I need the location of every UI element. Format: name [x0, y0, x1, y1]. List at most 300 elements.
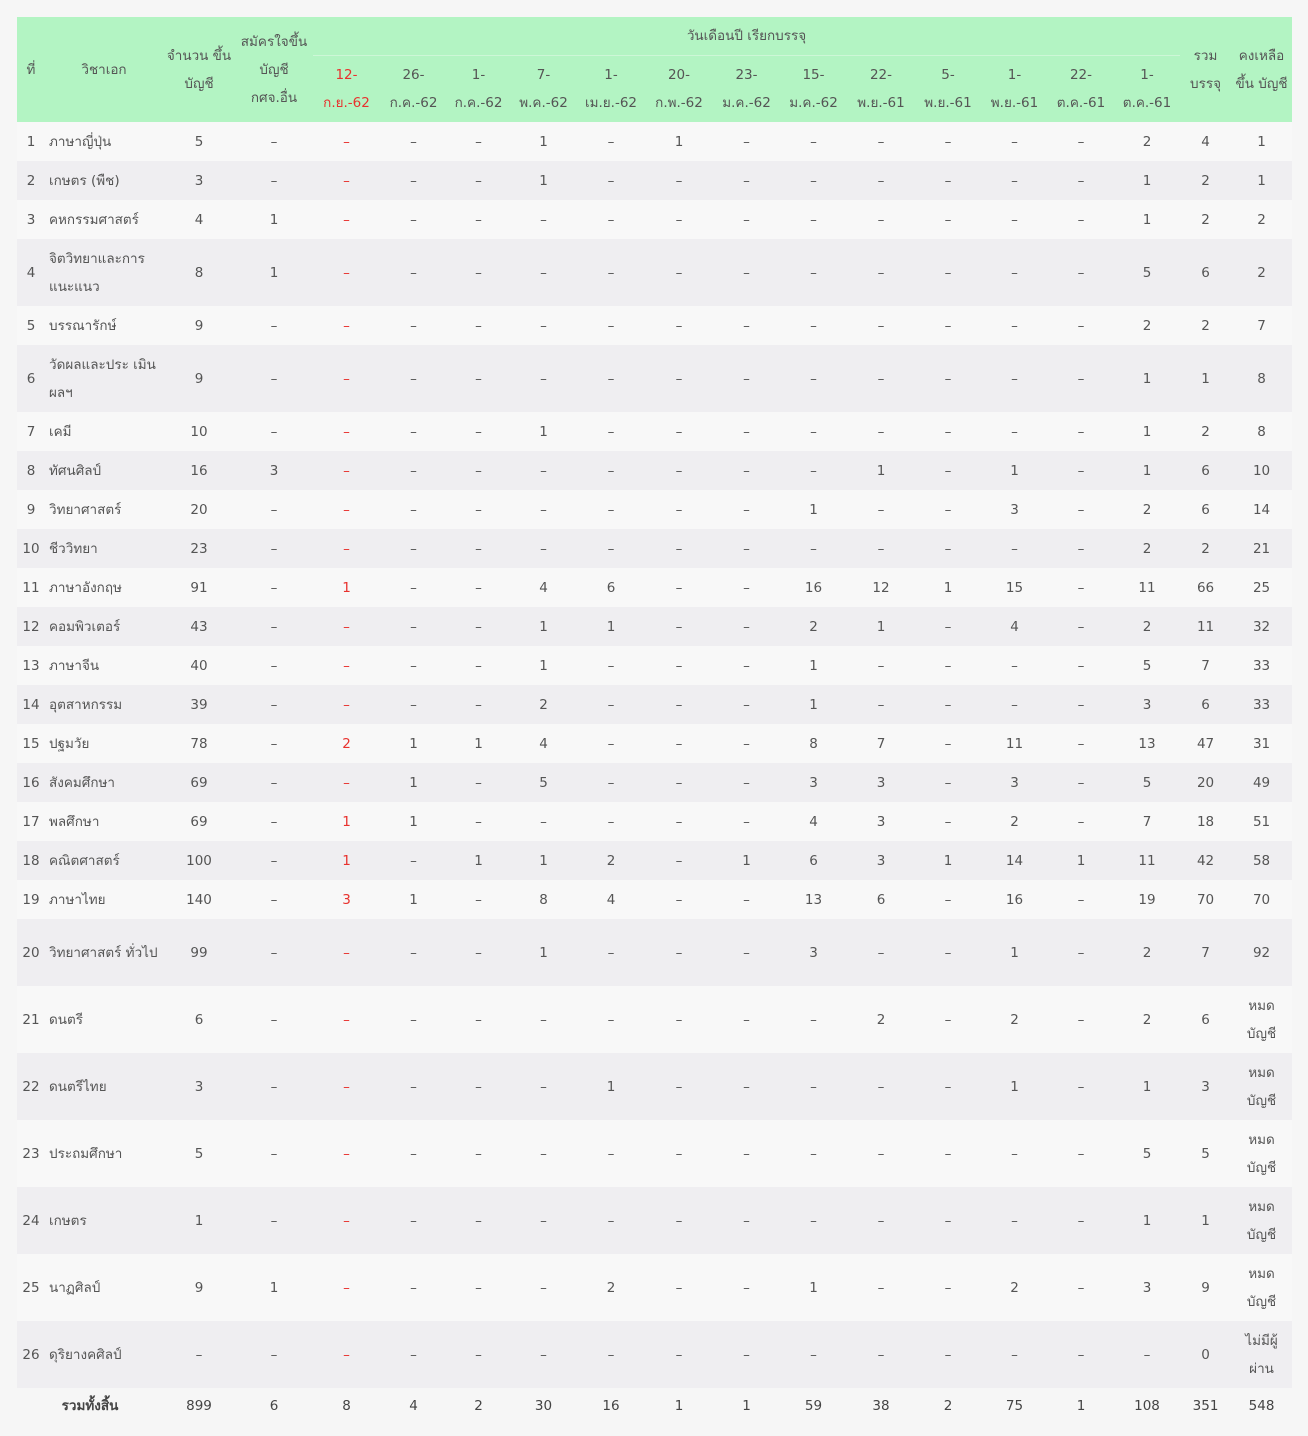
row-date-value: – — [780, 161, 847, 200]
totals-date-value: 75 — [981, 1388, 1048, 1424]
row-total: 20 — [1180, 763, 1231, 802]
row-subject: ดนตรีไทย — [45, 1053, 163, 1120]
row-date-value: – — [981, 685, 1048, 724]
row-no: 22 — [17, 1053, 45, 1120]
row-date-value: – — [713, 345, 780, 412]
row-remaining: 92 — [1231, 919, 1292, 986]
row-date-value: – — [510, 451, 577, 490]
row-date-value: – — [645, 724, 713, 763]
row-date-value: – — [847, 412, 915, 451]
row-total: 1 — [1180, 1187, 1231, 1254]
row-date-value: – — [847, 685, 915, 724]
row-date-value: – — [380, 568, 447, 607]
row-no: 3 — [17, 200, 45, 239]
totals-date-value: 2 — [915, 1388, 981, 1424]
row-date-value: 3 — [847, 841, 915, 880]
row-no: 13 — [17, 646, 45, 685]
row-date-value: – — [313, 646, 380, 685]
row-date-value: – — [780, 306, 847, 345]
row-date-value: – — [780, 122, 847, 161]
row-date-value: – — [577, 345, 645, 412]
row-subject: สังคมศึกษา — [45, 763, 163, 802]
row-no: 16 — [17, 763, 45, 802]
row-date-value: – — [380, 1321, 447, 1388]
row-date-value: 2 — [577, 1254, 645, 1321]
row-date-value: 1 — [380, 724, 447, 763]
table-row — [17, 1120, 1292, 1187]
row-date-value: – — [1048, 763, 1114, 802]
row-date-value: – — [313, 607, 380, 646]
row-date-value: 1 — [713, 841, 780, 880]
row-subject: ภาษาจีน — [45, 646, 163, 685]
row-date-value: – — [780, 1053, 847, 1120]
row-date-value: 2 — [981, 1254, 1048, 1321]
row-subject: วิทยาศาสตร์ ทั่วไป — [45, 919, 163, 986]
row-date-value: 11 — [1114, 568, 1180, 607]
row-volunteer: 3 — [235, 451, 313, 490]
row-date-value: 14 — [981, 841, 1048, 880]
row-date-value: – — [1048, 568, 1114, 607]
row-subject: ภาษาไทย — [45, 880, 163, 919]
row-remaining: หมด บัญชี — [1231, 1053, 1292, 1120]
row-date-value: – — [1048, 919, 1114, 986]
row-date-value: – — [1048, 490, 1114, 529]
table-row — [17, 345, 1292, 412]
header-date: 12- ก.ย.-62 — [313, 56, 380, 123]
row-date-value: – — [1048, 685, 1114, 724]
header-date: 1- ก.ค.-62 — [447, 56, 510, 123]
row-date-value: – — [645, 1120, 713, 1187]
row-total: 7 — [1180, 646, 1231, 685]
row-date-value: – — [577, 529, 645, 568]
row-remaining: 2 — [1231, 200, 1292, 239]
row-count: 43 — [163, 607, 235, 646]
row-no: 25 — [17, 1254, 45, 1321]
totals-volunteer: 6 — [235, 1388, 313, 1424]
row-date-value: – — [447, 451, 510, 490]
row-volunteer: – — [235, 161, 313, 200]
row-date-value: – — [447, 986, 510, 1053]
row-date-value: – — [1048, 1254, 1114, 1321]
row-date-value: – — [645, 1187, 713, 1254]
row-date-value: – — [713, 1053, 780, 1120]
row-date-value: – — [847, 161, 915, 200]
row-date-value: – — [847, 1120, 915, 1187]
header-date: 1- เม.ย.-62 — [577, 56, 645, 123]
row-total: 5 — [1180, 1120, 1231, 1187]
row-date-value: – — [313, 345, 380, 412]
row-remaining: 2 — [1231, 239, 1292, 306]
row-date-value: 2 — [313, 724, 380, 763]
row-date-value: – — [447, 880, 510, 919]
row-no: 21 — [17, 986, 45, 1053]
row-date-value: – — [645, 161, 713, 200]
row-remaining: หมด บัญชี — [1231, 1120, 1292, 1187]
row-no: 8 — [17, 451, 45, 490]
table-row — [17, 1321, 1292, 1388]
row-date-value: – — [847, 306, 915, 345]
row-count: 3 — [163, 1053, 235, 1120]
row-no: 2 — [17, 161, 45, 200]
row-date-value: 1 — [1114, 451, 1180, 490]
row-remaining: 51 — [1231, 802, 1292, 841]
row-count: 100 — [163, 841, 235, 880]
row-date-value: – — [780, 1120, 847, 1187]
row-date-value: – — [645, 451, 713, 490]
row-date-value: – — [645, 1254, 713, 1321]
row-date-value: – — [510, 490, 577, 529]
row-date-value: – — [645, 1053, 713, 1120]
row-date-value: – — [1048, 607, 1114, 646]
row-total: 66 — [1180, 568, 1231, 607]
row-date-value: – — [380, 1254, 447, 1321]
row-count: 78 — [163, 724, 235, 763]
row-date-value: – — [447, 646, 510, 685]
row-date-value: 4 — [510, 724, 577, 763]
row-date-value: – — [847, 919, 915, 986]
row-count: 39 — [163, 685, 235, 724]
row-remaining: หมด บัญชี — [1231, 1187, 1292, 1254]
row-volunteer: – — [235, 841, 313, 880]
totals-remaining: 548 — [1231, 1388, 1292, 1424]
row-date-value: – — [915, 490, 981, 529]
row-date-value: – — [645, 568, 713, 607]
row-no: 18 — [17, 841, 45, 880]
row-date-value: 1 — [313, 802, 380, 841]
row-date-value: 2 — [1114, 607, 1180, 646]
row-date-value: – — [380, 685, 447, 724]
row-date-value: – — [380, 490, 447, 529]
header-subject: วิชาเอก — [45, 17, 163, 122]
row-date-value: – — [447, 490, 510, 529]
row-total: 2 — [1180, 412, 1231, 451]
row-date-value: 4 — [780, 802, 847, 841]
row-total: 6 — [1180, 986, 1231, 1053]
row-date-value: – — [447, 763, 510, 802]
header-date: 15- ม.ค.-62 — [780, 56, 847, 123]
header-total: รวม บรรจุ — [1180, 17, 1231, 122]
row-volunteer: – — [235, 345, 313, 412]
row-date-value: – — [713, 1120, 780, 1187]
row-count: 9 — [163, 1254, 235, 1321]
table-row — [17, 161, 1292, 200]
row-date-value: 2 — [780, 607, 847, 646]
row-date-value: – — [577, 763, 645, 802]
row-date-value: 4 — [577, 880, 645, 919]
row-date-value: 3 — [1114, 1254, 1180, 1321]
row-date-value: – — [713, 1187, 780, 1254]
row-volunteer: – — [235, 529, 313, 568]
row-date-value: – — [915, 763, 981, 802]
row-date-value: 3 — [981, 763, 1048, 802]
row-date-value: – — [713, 646, 780, 685]
row-count: 6 — [163, 986, 235, 1053]
row-date-value: 3 — [313, 880, 380, 919]
row-date-value: 16 — [780, 568, 847, 607]
row-date-value: 5 — [510, 763, 577, 802]
row-date-value: – — [713, 919, 780, 986]
row-date-value: – — [577, 490, 645, 529]
row-remaining: 58 — [1231, 841, 1292, 880]
totals-date-value: 4 — [380, 1388, 447, 1424]
row-date-value: – — [713, 200, 780, 239]
row-date-value: 2 — [847, 986, 915, 1053]
row-subject: วัดผลและประ เมินผลฯ — [45, 345, 163, 412]
row-date-value: – — [447, 685, 510, 724]
header-date: 22- ต.ค.-61 — [1048, 56, 1114, 123]
row-date-value: – — [313, 529, 380, 568]
row-date-value: 13 — [1114, 724, 1180, 763]
row-date-value: 8 — [510, 880, 577, 919]
row-date-value: 2 — [1114, 919, 1180, 986]
row-volunteer: – — [235, 763, 313, 802]
row-date-value: – — [847, 122, 915, 161]
row-volunteer: – — [235, 646, 313, 685]
row-volunteer: – — [235, 919, 313, 986]
table-row — [17, 646, 1292, 685]
row-date-value: – — [510, 986, 577, 1053]
table-row — [17, 802, 1292, 841]
row-date-value: – — [915, 986, 981, 1053]
row-date-value: – — [645, 1321, 713, 1388]
row-date-value: – — [713, 412, 780, 451]
row-total: 70 — [1180, 880, 1231, 919]
row-total: 11 — [1180, 607, 1231, 646]
row-date-value: – — [313, 685, 380, 724]
row-count: 4 — [163, 200, 235, 239]
row-remaining: 25 — [1231, 568, 1292, 607]
row-date-value: – — [1048, 724, 1114, 763]
row-no: 1 — [17, 122, 45, 161]
row-subject: ทัศนศิลป์ — [45, 451, 163, 490]
row-date-value: – — [510, 802, 577, 841]
row-date-value: 1 — [780, 646, 847, 685]
row-date-value: – — [847, 1254, 915, 1321]
row-date-value: 2 — [1114, 529, 1180, 568]
row-date-value: 1 — [847, 607, 915, 646]
row-total: 4 — [1180, 122, 1231, 161]
row-date-value: – — [577, 306, 645, 345]
row-no: 11 — [17, 568, 45, 607]
row-remaining: 49 — [1231, 763, 1292, 802]
row-date-value: 1 — [577, 1053, 645, 1120]
row-date-value: – — [645, 200, 713, 239]
row-total: 3 — [1180, 1053, 1231, 1120]
row-count: 10 — [163, 412, 235, 451]
row-date-value: 7 — [847, 724, 915, 763]
totals-date-value: 1 — [1048, 1388, 1114, 1424]
row-date-value: 4 — [981, 607, 1048, 646]
row-subject: คหกรรมศาสตร์ — [45, 200, 163, 239]
table-row — [17, 490, 1292, 529]
row-date-value: – — [313, 306, 380, 345]
row-total: 6 — [1180, 239, 1231, 306]
row-date-value: – — [981, 1120, 1048, 1187]
row-volunteer: – — [235, 986, 313, 1053]
row-total: 42 — [1180, 841, 1231, 880]
row-date-value: – — [915, 646, 981, 685]
row-date-value: – — [645, 306, 713, 345]
row-date-value: – — [780, 529, 847, 568]
table-row — [17, 763, 1292, 802]
row-date-value: – — [713, 161, 780, 200]
table-row — [17, 919, 1292, 986]
row-date-value: – — [510, 200, 577, 239]
row-date-value: – — [645, 880, 713, 919]
row-date-value: – — [313, 239, 380, 306]
row-date-value: 1 — [780, 490, 847, 529]
totals-label: รวมทั้งสิ้น — [17, 1388, 163, 1424]
row-date-value: 1 — [577, 607, 645, 646]
row-date-value: – — [447, 1187, 510, 1254]
row-date-value: – — [915, 607, 981, 646]
table-row — [17, 529, 1292, 568]
row-no: 6 — [17, 345, 45, 412]
row-date-value: 1 — [510, 919, 577, 986]
row-count: 9 — [163, 345, 235, 412]
row-subject: พลศึกษา — [45, 802, 163, 841]
row-date-value: – — [713, 568, 780, 607]
row-date-value: – — [380, 200, 447, 239]
row-date-value: – — [645, 490, 713, 529]
row-date-value: – — [577, 239, 645, 306]
row-date-value: 3 — [780, 919, 847, 986]
row-date-value: – — [1048, 529, 1114, 568]
row-date-value: – — [577, 200, 645, 239]
row-date-value: 11 — [1114, 841, 1180, 880]
table-row — [17, 1187, 1292, 1254]
row-subject: จิตวิทยาและการ แนะแนว — [45, 239, 163, 306]
row-subject: อุตสาหกรรม — [45, 685, 163, 724]
row-date-value: – — [447, 306, 510, 345]
row-date-value: – — [447, 607, 510, 646]
row-volunteer: 1 — [235, 1254, 313, 1321]
header-date: 5- พ.ย.-61 — [915, 56, 981, 123]
row-total: 7 — [1180, 919, 1231, 986]
table-row — [17, 841, 1292, 880]
row-no: 10 — [17, 529, 45, 568]
row-date-value: – — [1048, 239, 1114, 306]
row-subject: นาฏศิลป์ — [45, 1254, 163, 1321]
row-date-value: – — [645, 841, 713, 880]
totals-date-value: 8 — [313, 1388, 380, 1424]
row-date-value: 2 — [577, 841, 645, 880]
row-date-value: – — [981, 1321, 1048, 1388]
table-row — [17, 880, 1292, 919]
row-count: 23 — [163, 529, 235, 568]
row-date-value: – — [447, 1254, 510, 1321]
row-remaining: 8 — [1231, 345, 1292, 412]
row-volunteer: – — [235, 724, 313, 763]
row-count: 5 — [163, 1120, 235, 1187]
row-date-value: 1 — [981, 919, 1048, 986]
row-date-value: – — [1048, 345, 1114, 412]
row-no: 14 — [17, 685, 45, 724]
row-date-value: – — [380, 529, 447, 568]
row-date-value: – — [510, 529, 577, 568]
row-date-value: – — [915, 529, 981, 568]
row-date-value: 2 — [1114, 490, 1180, 529]
totals-date-value: 16 — [577, 1388, 645, 1424]
row-date-value: – — [380, 345, 447, 412]
row-date-value: 5 — [1114, 239, 1180, 306]
row-date-value: – — [447, 568, 510, 607]
row-date-value: – — [847, 1053, 915, 1120]
row-date-value: – — [915, 412, 981, 451]
row-date-value: – — [915, 200, 981, 239]
row-subject: ภาษาญี่ปุ่น — [45, 122, 163, 161]
row-count: 16 — [163, 451, 235, 490]
row-date-value: – — [713, 986, 780, 1053]
row-date-value: – — [1048, 451, 1114, 490]
header-date: 22- พ.ย.-61 — [847, 56, 915, 123]
header-dates-title: วันเดือนปี เรียกบรรจุ — [313, 17, 1180, 56]
row-date-value: – — [577, 986, 645, 1053]
header-date: 20- ก.พ.-62 — [645, 56, 713, 123]
totals-date-value: 1 — [645, 1388, 713, 1424]
row-subject: ประถมศึกษา — [45, 1120, 163, 1187]
row-date-value: 1 — [510, 646, 577, 685]
row-date-value: – — [645, 646, 713, 685]
row-date-value: – — [713, 607, 780, 646]
header-count: จำนวน ขึ้นบัญชี — [163, 17, 235, 122]
table-row — [17, 306, 1292, 345]
row-date-value: – — [313, 763, 380, 802]
row-date-value: – — [645, 239, 713, 306]
row-date-value: 1 — [380, 802, 447, 841]
row-date-value: 13 — [780, 880, 847, 919]
row-date-value: 1 — [1048, 841, 1114, 880]
row-date-value: 6 — [577, 568, 645, 607]
row-date-value: 1 — [1114, 345, 1180, 412]
row-date-value: – — [577, 919, 645, 986]
row-date-value: – — [447, 412, 510, 451]
row-date-value: – — [447, 529, 510, 568]
row-count: 5 — [163, 122, 235, 161]
row-date-value: – — [447, 345, 510, 412]
row-remaining: ไม่มีผู้ ผ่าน — [1231, 1321, 1292, 1388]
row-date-value: 12 — [847, 568, 915, 607]
row-date-value: – — [313, 1120, 380, 1187]
row-volunteer: – — [235, 1187, 313, 1254]
header-date: 1- ต.ค.-61 — [1114, 56, 1180, 123]
row-date-value: 1 — [447, 841, 510, 880]
table-row — [17, 1053, 1292, 1120]
row-date-value: 1 — [313, 568, 380, 607]
row-date-value: – — [510, 239, 577, 306]
totals-row — [17, 1388, 1292, 1424]
row-date-value: 1 — [510, 161, 577, 200]
row-date-value: – — [915, 880, 981, 919]
totals-date-value: 1 — [713, 1388, 780, 1424]
row-count: 8 — [163, 239, 235, 306]
row-date-value: – — [313, 986, 380, 1053]
row-subject: เกษตร — [45, 1187, 163, 1254]
table-row — [17, 607, 1292, 646]
row-remaining: 70 — [1231, 880, 1292, 919]
row-date-value: – — [780, 239, 847, 306]
table-row — [17, 685, 1292, 724]
row-date-value: – — [510, 345, 577, 412]
row-date-value: – — [847, 1187, 915, 1254]
row-date-value: – — [847, 200, 915, 239]
row-date-value: – — [510, 1120, 577, 1187]
row-remaining: 1 — [1231, 122, 1292, 161]
row-total: 18 — [1180, 802, 1231, 841]
row-date-value: – — [713, 1254, 780, 1321]
row-no: 7 — [17, 412, 45, 451]
row-count: 140 — [163, 880, 235, 919]
